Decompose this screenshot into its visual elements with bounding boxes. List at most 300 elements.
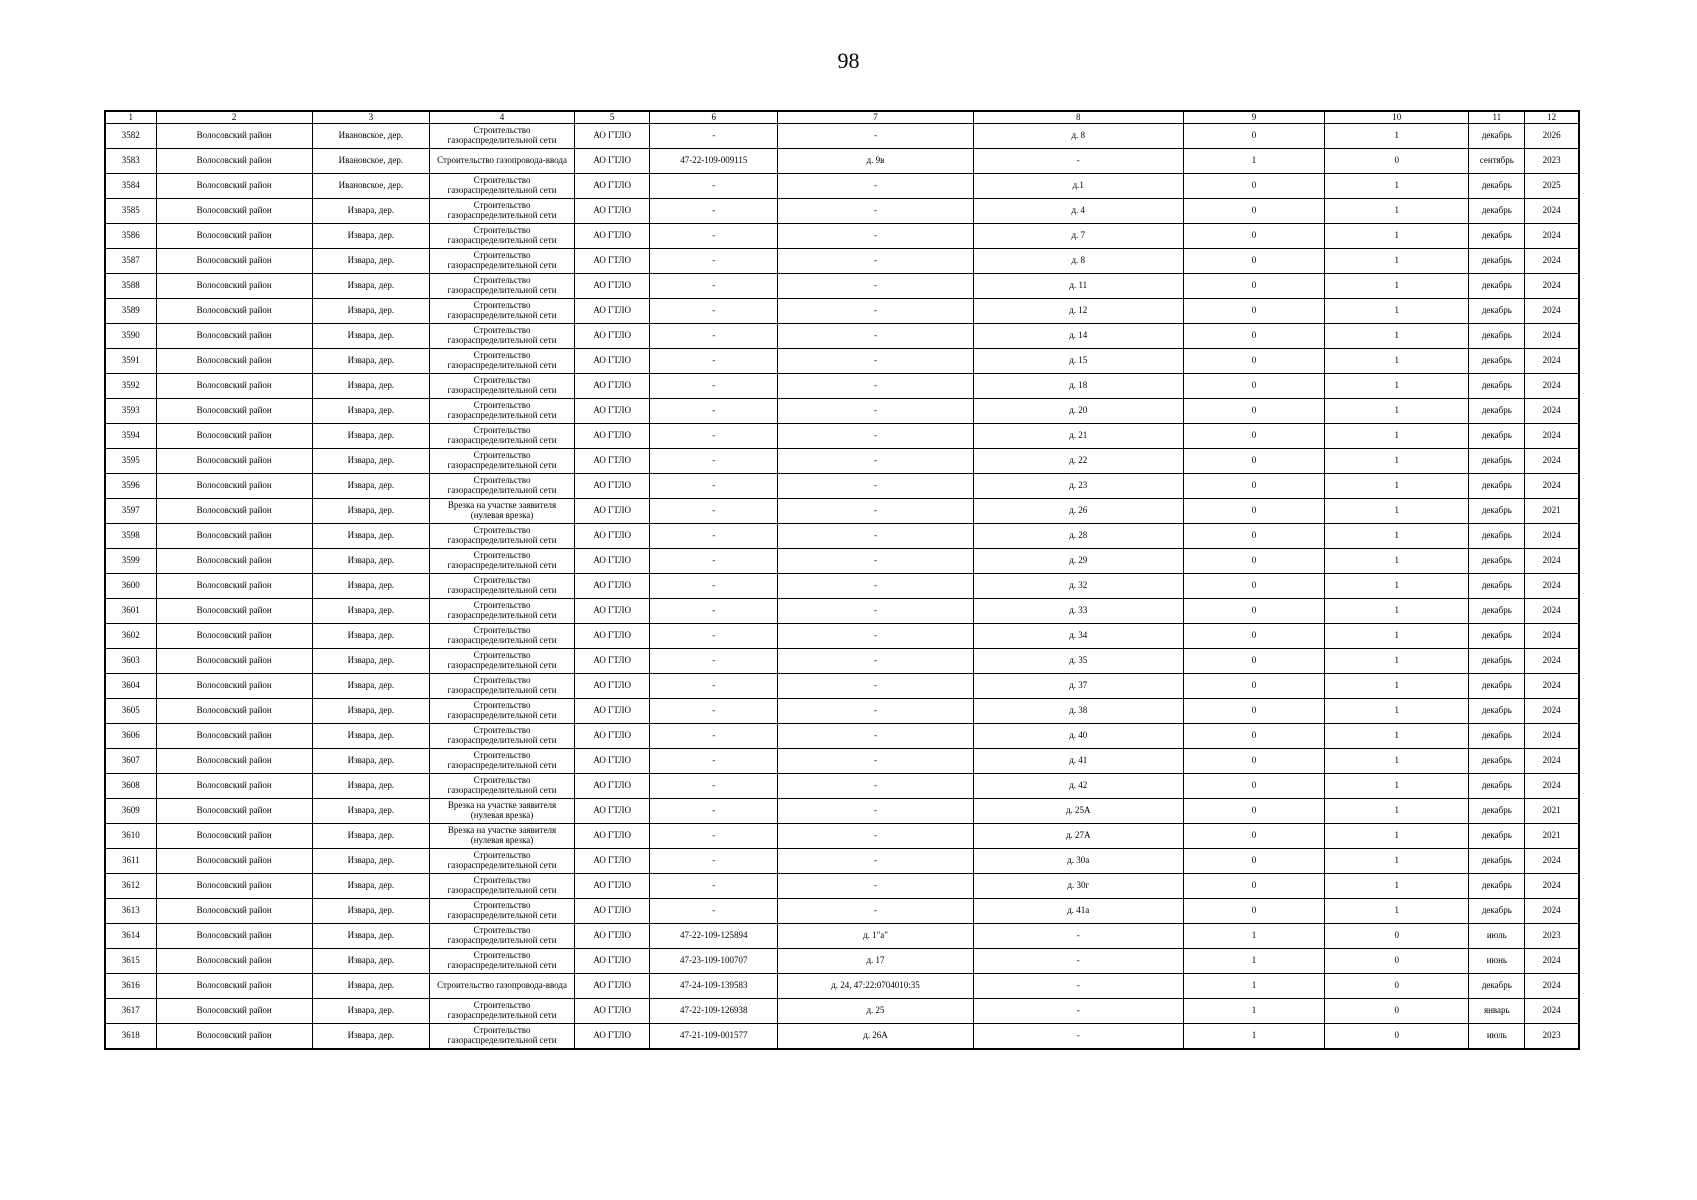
cell-work-type: Строительство газораспределительной сети: [429, 174, 574, 199]
table-row: [105, 699, 1579, 724]
cell-row-number: 3606: [105, 724, 156, 749]
cell-row-number: 3582: [105, 124, 156, 149]
cell-application-number: -: [650, 474, 778, 499]
cell-year: 2026: [1525, 124, 1579, 149]
cell-count-a: 0: [1183, 574, 1324, 599]
cell-district: Волосовский район: [156, 224, 312, 249]
cell-work-type: Строительство газораспределительной сети: [429, 574, 574, 599]
cell-organization: АО ГТЛО: [575, 199, 650, 224]
cell-address-a: д. 20: [973, 399, 1183, 424]
cell-month: декабрь: [1469, 474, 1525, 499]
cell-row-number: 3594: [105, 424, 156, 449]
cell-row-number: 3599: [105, 549, 156, 574]
cell-address-a: д. 41а: [973, 899, 1183, 924]
cell-settlement: Извара, дер.: [312, 1024, 429, 1050]
cell-work-type: Врезка на участке заявителя (нулевая врезка): [429, 499, 574, 524]
cell-address-a: д. 30а: [973, 849, 1183, 874]
cell-organization: АО ГТЛО: [575, 474, 650, 499]
cell-count-b: 1: [1325, 649, 1469, 674]
cell-month: декабрь: [1469, 774, 1525, 799]
cell-address-b: -: [778, 799, 973, 824]
cell-month: декабрь: [1469, 599, 1525, 624]
cell-count-b: 0: [1325, 924, 1469, 949]
column-header-11: 11: [1469, 111, 1525, 124]
table-row: [105, 999, 1579, 1024]
cell-address-b: -: [778, 124, 973, 149]
table-row: [105, 799, 1579, 824]
cell-work-type: Строительство газораспределительной сети: [429, 199, 574, 224]
cell-count-b: 1: [1325, 474, 1469, 499]
cell-year: 2024: [1525, 749, 1579, 774]
cell-work-type: Строительство газораспределительной сети: [429, 349, 574, 374]
cell-organization: АО ГТЛО: [575, 974, 650, 999]
cell-organization: АО ГТЛО: [575, 574, 650, 599]
cell-district: Волосовский район: [156, 199, 312, 224]
cell-count-b: 1: [1325, 899, 1469, 924]
cell-organization: АО ГТЛО: [575, 749, 650, 774]
cell-application-number: -: [650, 324, 778, 349]
cell-address-a: д. 8: [973, 249, 1183, 274]
cell-settlement: Извара, дер.: [312, 249, 429, 274]
column-header-6: 6: [650, 111, 778, 124]
cell-settlement: Извара, дер.: [312, 524, 429, 549]
cell-organization: АО ГТЛО: [575, 374, 650, 399]
cell-year: 2021: [1525, 799, 1579, 824]
cell-count-a: 0: [1183, 649, 1324, 674]
cell-row-number: 3610: [105, 824, 156, 849]
cell-year: 2024: [1525, 424, 1579, 449]
cell-count-a: 1: [1183, 974, 1324, 999]
cell-count-b: 0: [1325, 999, 1469, 1024]
cell-work-type: Строительство газораспределительной сети: [429, 774, 574, 799]
cell-count-a: 0: [1183, 299, 1324, 324]
cell-count-a: 0: [1183, 524, 1324, 549]
cell-settlement: Извара, дер.: [312, 224, 429, 249]
table-row: [105, 974, 1579, 999]
cell-organization: АО ГТЛО: [575, 124, 650, 149]
cell-work-type: Строительство газораспределительной сети: [429, 224, 574, 249]
cell-district: Волосовский район: [156, 449, 312, 474]
cell-district: Волосовский район: [156, 549, 312, 574]
cell-count-a: 0: [1183, 199, 1324, 224]
cell-district: Волосовский район: [156, 474, 312, 499]
cell-district: Волосовский район: [156, 349, 312, 374]
cell-address-b: д. 24, 47:22:0704010:35: [778, 974, 973, 999]
cell-district: Волосовский район: [156, 574, 312, 599]
cell-address-b: -: [778, 499, 973, 524]
cell-year: 2024: [1525, 324, 1579, 349]
cell-address-b: -: [778, 199, 973, 224]
cell-year: 2024: [1525, 574, 1579, 599]
cell-organization: АО ГТЛО: [575, 174, 650, 199]
cell-address-b: д. 25: [778, 999, 973, 1024]
cell-year: 2024: [1525, 874, 1579, 899]
cell-district: Волосовский район: [156, 424, 312, 449]
cell-year: 2024: [1525, 624, 1579, 649]
cell-address-a: д. 25А: [973, 799, 1183, 824]
cell-count-b: 0: [1325, 149, 1469, 174]
cell-count-a: 0: [1183, 774, 1324, 799]
cell-year: 2024: [1525, 524, 1579, 549]
cell-address-b: -: [778, 299, 973, 324]
cell-work-type: Строительство газопровода-ввода: [429, 974, 574, 999]
cell-organization: АО ГТЛО: [575, 249, 650, 274]
cell-district: Волосовский район: [156, 624, 312, 649]
cell-month: июнь: [1469, 949, 1525, 974]
cell-address-b: -: [778, 549, 973, 574]
cell-count-b: 1: [1325, 849, 1469, 874]
cell-address-a: д. 23: [973, 474, 1183, 499]
cell-row-number: 3593: [105, 399, 156, 424]
column-header-8: 8: [973, 111, 1183, 124]
cell-application-number: -: [650, 849, 778, 874]
table-row: [105, 499, 1579, 524]
cell-district: Волосовский район: [156, 524, 312, 549]
cell-month: декабрь: [1469, 674, 1525, 699]
cell-application-number: -: [650, 874, 778, 899]
cell-address-a: д. 41: [973, 749, 1183, 774]
cell-address-b: -: [778, 174, 973, 199]
cell-organization: АО ГТЛО: [575, 874, 650, 899]
cell-count-b: 1: [1325, 424, 1469, 449]
cell-count-b: 1: [1325, 799, 1469, 824]
cell-count-b: 1: [1325, 624, 1469, 649]
cell-district: Волосовский район: [156, 774, 312, 799]
cell-district: Волосовский район: [156, 699, 312, 724]
cell-district: Волосовский район: [156, 799, 312, 824]
cell-application-number: -: [650, 174, 778, 199]
cell-work-type: Врезка на участке заявителя (нулевая врезка): [429, 824, 574, 849]
cell-row-number: 3584: [105, 174, 156, 199]
cell-settlement: Извара, дер.: [312, 349, 429, 374]
cell-work-type: Строительство газораспределительной сети: [429, 849, 574, 874]
table-row: [105, 174, 1579, 199]
cell-year: 2024: [1525, 449, 1579, 474]
cell-work-type: Строительство газораспределительной сети: [429, 724, 574, 749]
cell-address-b: -: [778, 474, 973, 499]
cell-settlement: Извара, дер.: [312, 199, 429, 224]
cell-work-type: Строительство газораспределительной сети: [429, 424, 574, 449]
table-row: [105, 374, 1579, 399]
cell-district: Волосовский район: [156, 649, 312, 674]
cell-district: Волосовский район: [156, 924, 312, 949]
cell-settlement: Извара, дер.: [312, 874, 429, 899]
cell-address-a: д.1: [973, 174, 1183, 199]
cell-count-b: 1: [1325, 599, 1469, 624]
cell-count-a: 1: [1183, 149, 1324, 174]
cell-count-b: 1: [1325, 874, 1469, 899]
cell-month: декабрь: [1469, 974, 1525, 999]
cell-address-b: -: [778, 599, 973, 624]
cell-count-b: 1: [1325, 299, 1469, 324]
cell-organization: АО ГТЛО: [575, 299, 650, 324]
cell-row-number: 3583: [105, 149, 156, 174]
cell-month: декабрь: [1469, 299, 1525, 324]
cell-organization: АО ГТЛО: [575, 949, 650, 974]
cell-row-number: 3603: [105, 649, 156, 674]
cell-settlement: Ивановское, дер.: [312, 174, 429, 199]
cell-address-b: -: [778, 274, 973, 299]
cell-month: декабрь: [1469, 899, 1525, 924]
cell-month: декабрь: [1469, 749, 1525, 774]
cell-month: декабрь: [1469, 724, 1525, 749]
cell-address-a: д. 37: [973, 674, 1183, 699]
cell-row-number: 3618: [105, 1024, 156, 1050]
table-row: [105, 149, 1579, 174]
cell-address-a: д. 32: [973, 574, 1183, 599]
cell-count-a: 0: [1183, 499, 1324, 524]
cell-district: Волосовский район: [156, 824, 312, 849]
cell-work-type: Строительство газораспределительной сети: [429, 899, 574, 924]
cell-application-number: -: [650, 674, 778, 699]
table-row: [105, 949, 1579, 974]
table-row: [105, 874, 1579, 899]
cell-year: 2024: [1525, 299, 1579, 324]
cell-application-number: -: [650, 399, 778, 424]
cell-application-number: 47-24-109-139583: [650, 974, 778, 999]
cell-month: июль: [1469, 1024, 1525, 1050]
cell-row-number: 3607: [105, 749, 156, 774]
cell-settlement: Извара, дер.: [312, 724, 429, 749]
cell-year: 2024: [1525, 274, 1579, 299]
cell-address-a: -: [973, 949, 1183, 974]
cell-district: Волосовский район: [156, 1024, 312, 1050]
cell-year: 2024: [1525, 774, 1579, 799]
cell-application-number: -: [650, 549, 778, 574]
cell-count-b: 1: [1325, 249, 1469, 274]
cell-application-number: -: [650, 824, 778, 849]
cell-work-type: Строительство газораспределительной сети: [429, 124, 574, 149]
cell-address-b: -: [778, 249, 973, 274]
cell-organization: АО ГТЛО: [575, 999, 650, 1024]
cell-settlement: Извара, дер.: [312, 274, 429, 299]
cell-settlement: Извара, дер.: [312, 299, 429, 324]
cell-settlement: Извара, дер.: [312, 624, 429, 649]
cell-district: Волосовский район: [156, 249, 312, 274]
cell-application-number: 47-22-109-125894: [650, 924, 778, 949]
cell-address-b: -: [778, 674, 973, 699]
cell-year: 2024: [1525, 549, 1579, 574]
cell-year: 2024: [1525, 699, 1579, 724]
cell-month: декабрь: [1469, 649, 1525, 674]
cell-month: декабрь: [1469, 824, 1525, 849]
cell-district: Волосовский район: [156, 149, 312, 174]
cell-address-a: д. 21: [973, 424, 1183, 449]
cell-organization: АО ГТЛО: [575, 674, 650, 699]
cell-year: 2023: [1525, 149, 1579, 174]
cell-count-b: 1: [1325, 349, 1469, 374]
cell-count-b: 1: [1325, 449, 1469, 474]
table-row: [105, 749, 1579, 774]
cell-month: декабрь: [1469, 549, 1525, 574]
table-row: [105, 849, 1579, 874]
cell-work-type: Строительство газораспределительной сети: [429, 299, 574, 324]
cell-address-a: -: [973, 1024, 1183, 1050]
cell-organization: АО ГТЛО: [575, 924, 650, 949]
cell-count-a: 0: [1183, 124, 1324, 149]
cell-address-a: д. 7: [973, 224, 1183, 249]
cell-month: декабрь: [1469, 449, 1525, 474]
cell-work-type: Строительство газораспределительной сети: [429, 999, 574, 1024]
cell-application-number: -: [650, 724, 778, 749]
cell-year: 2024: [1525, 649, 1579, 674]
cell-work-type: Строительство газопровода-ввода: [429, 149, 574, 174]
table-row: [105, 399, 1579, 424]
cell-application-number: -: [650, 449, 778, 474]
cell-row-number: 3605: [105, 699, 156, 724]
cell-year: 2025: [1525, 174, 1579, 199]
cell-address-a: д. 29: [973, 549, 1183, 574]
cell-month: декабрь: [1469, 174, 1525, 199]
cell-count-b: 1: [1325, 524, 1469, 549]
table-row: [105, 774, 1579, 799]
cell-month: сентябрь: [1469, 149, 1525, 174]
cell-organization: АО ГТЛО: [575, 524, 650, 549]
cell-application-number: 47-23-109-100707: [650, 949, 778, 974]
cell-address-b: -: [778, 874, 973, 899]
cell-count-a: 0: [1183, 449, 1324, 474]
cell-year: 2024: [1525, 849, 1579, 874]
cell-row-number: 3601: [105, 599, 156, 624]
cell-address-b: -: [778, 649, 973, 674]
table-row: [105, 449, 1579, 474]
cell-address-a: д. 14: [973, 324, 1183, 349]
cell-address-a: д. 26: [973, 499, 1183, 524]
gasification-table: [104, 110, 1580, 1050]
cell-year: 2024: [1525, 349, 1579, 374]
table-body: [105, 124, 1579, 1050]
column-header-5: 5: [575, 111, 650, 124]
cell-organization: АО ГТЛО: [575, 724, 650, 749]
cell-month: декабрь: [1469, 574, 1525, 599]
cell-month: декабрь: [1469, 699, 1525, 724]
cell-address-b: -: [778, 324, 973, 349]
cell-address-b: -: [778, 349, 973, 374]
cell-year: 2024: [1525, 974, 1579, 999]
cell-row-number: 3614: [105, 924, 156, 949]
cell-organization: АО ГТЛО: [575, 399, 650, 424]
cell-organization: АО ГТЛО: [575, 224, 650, 249]
cell-row-number: 3612: [105, 874, 156, 899]
table-row: [105, 574, 1579, 599]
cell-count-a: 0: [1183, 824, 1324, 849]
cell-work-type: Строительство газораспределительной сети: [429, 474, 574, 499]
cell-address-b: -: [778, 624, 973, 649]
cell-district: Волосовский район: [156, 899, 312, 924]
cell-address-a: д. 4: [973, 199, 1183, 224]
cell-district: Волосовский район: [156, 674, 312, 699]
cell-count-b: 1: [1325, 824, 1469, 849]
cell-work-type: Строительство газораспределительной сети: [429, 449, 574, 474]
column-header-9: 9: [1183, 111, 1324, 124]
cell-month: декабрь: [1469, 499, 1525, 524]
table-row: [105, 549, 1579, 574]
cell-settlement: Извара, дер.: [312, 699, 429, 724]
cell-address-b: -: [778, 699, 973, 724]
cell-row-number: 3617: [105, 999, 156, 1024]
table-row: [105, 199, 1579, 224]
cell-district: Волосовский район: [156, 599, 312, 624]
table-row: [105, 624, 1579, 649]
table-row: [105, 599, 1579, 624]
cell-count-b: 0: [1325, 949, 1469, 974]
cell-month: декабрь: [1469, 399, 1525, 424]
table-header: [105, 111, 1579, 124]
cell-address-a: д. 15: [973, 349, 1183, 374]
cell-row-number: 3587: [105, 249, 156, 274]
cell-year: 2024: [1525, 899, 1579, 924]
cell-address-b: -: [778, 749, 973, 774]
cell-district: Волосовский район: [156, 124, 312, 149]
cell-row-number: 3613: [105, 899, 156, 924]
cell-work-type: Строительство газораспределительной сети: [429, 599, 574, 624]
cell-work-type: Строительство газораспределительной сети: [429, 1024, 574, 1050]
cell-work-type: Строительство газораспределительной сети: [429, 274, 574, 299]
cell-count-b: 1: [1325, 274, 1469, 299]
cell-count-a: 1: [1183, 949, 1324, 974]
cell-year: 2024: [1525, 999, 1579, 1024]
cell-organization: АО ГТЛО: [575, 699, 650, 724]
cell-address-a: д. 33: [973, 599, 1183, 624]
cell-district: Волосовский район: [156, 849, 312, 874]
cell-settlement: Извара, дер.: [312, 924, 429, 949]
cell-month: декабрь: [1469, 199, 1525, 224]
cell-organization: АО ГТЛО: [575, 599, 650, 624]
cell-row-number: 3616: [105, 974, 156, 999]
cell-month: декабрь: [1469, 799, 1525, 824]
cell-count-a: 0: [1183, 799, 1324, 824]
cell-row-number: 3609: [105, 799, 156, 824]
cell-count-a: 0: [1183, 374, 1324, 399]
cell-settlement: Извара, дер.: [312, 974, 429, 999]
cell-application-number: -: [650, 124, 778, 149]
cell-address-b: -: [778, 224, 973, 249]
cell-address-b: д. 1"а": [778, 924, 973, 949]
cell-address-b: -: [778, 424, 973, 449]
cell-organization: АО ГТЛО: [575, 624, 650, 649]
cell-settlement: Извара, дер.: [312, 774, 429, 799]
cell-address-a: д. 11: [973, 274, 1183, 299]
cell-year: 2021: [1525, 824, 1579, 849]
cell-application-number: -: [650, 524, 778, 549]
cell-organization: АО ГТЛО: [575, 849, 650, 874]
cell-year: 2024: [1525, 599, 1579, 624]
table-row: [105, 899, 1579, 924]
cell-address-a: д. 34: [973, 624, 1183, 649]
column-header-10: 10: [1325, 111, 1469, 124]
cell-count-a: 0: [1183, 549, 1324, 574]
cell-address-b: -: [778, 899, 973, 924]
cell-count-b: 1: [1325, 224, 1469, 249]
cell-count-a: 0: [1183, 349, 1324, 374]
cell-row-number: 3589: [105, 299, 156, 324]
cell-row-number: 3611: [105, 849, 156, 874]
column-header-12: 12: [1525, 111, 1579, 124]
cell-settlement: Извара, дер.: [312, 799, 429, 824]
cell-address-b: -: [778, 449, 973, 474]
cell-district: Волосовский район: [156, 399, 312, 424]
cell-address-b: д. 9в: [778, 149, 973, 174]
table-row: [105, 724, 1579, 749]
cell-address-b: -: [778, 574, 973, 599]
cell-settlement: Извара, дер.: [312, 399, 429, 424]
cell-application-number: -: [650, 574, 778, 599]
cell-row-number: 3600: [105, 574, 156, 599]
cell-row-number: 3596: [105, 474, 156, 499]
cell-count-a: 0: [1183, 749, 1324, 774]
cell-work-type: Строительство газораспределительной сети: [429, 924, 574, 949]
cell-work-type: Строительство газораспределительной сети: [429, 699, 574, 724]
